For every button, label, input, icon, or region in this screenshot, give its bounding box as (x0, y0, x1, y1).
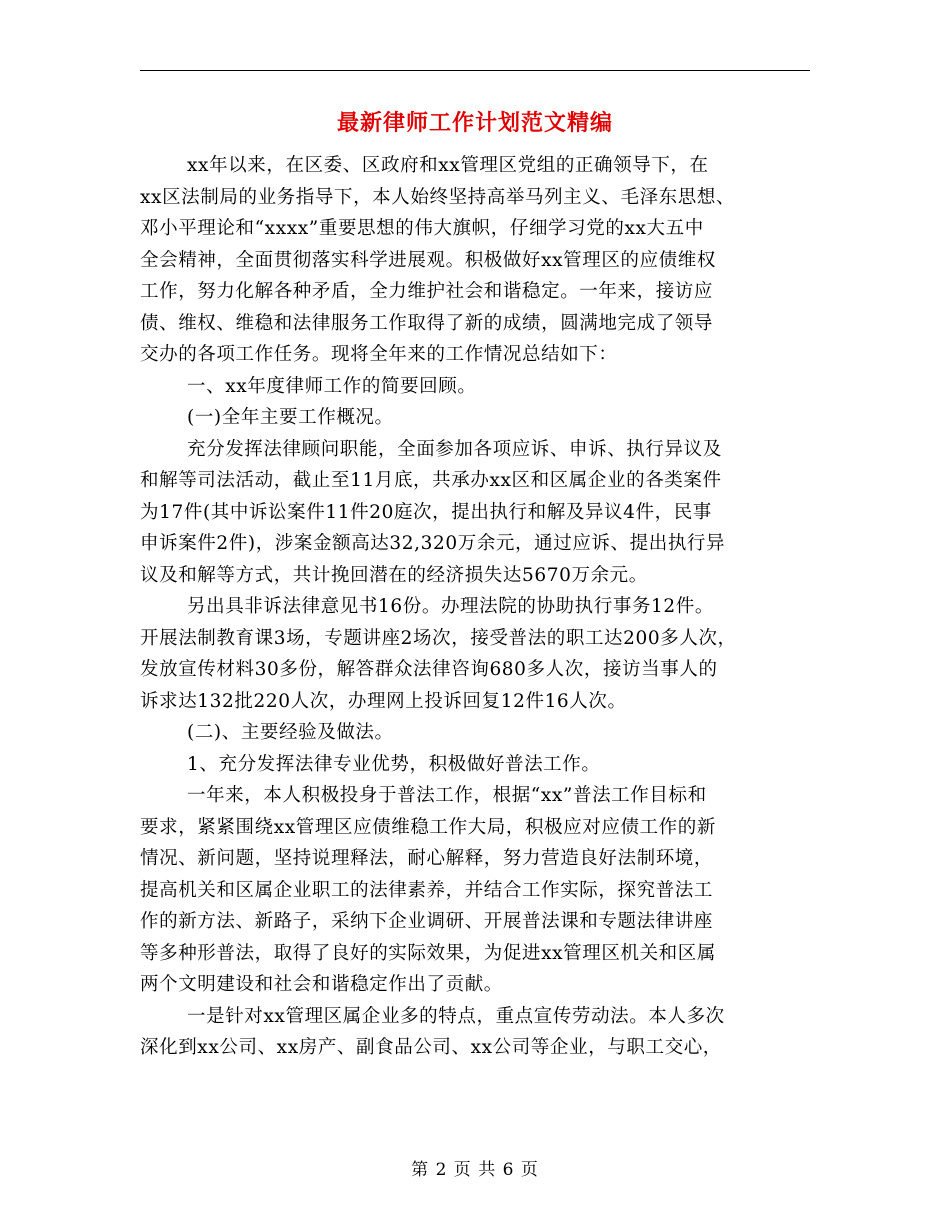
paragraph-line: 充分发挥法律顾问职能，全面参加各项应诉、申诉、执行异议及 (187, 438, 722, 460)
paragraph-line: 全会精神，全面贯彻落实科学进展观。积极做好xx管理区的应债维权 (140, 249, 716, 271)
paragraph-line: 情况、新问题，坚持说理释法，耐心解释，努力营造良好法制环境， (140, 848, 714, 869)
paragraph-line: xx年以来，在区委、区政府和xx管理区党组的正确领导下，在 (187, 155, 709, 176)
paragraph-line: 提高机关和区属企业职工的法律素养，并结合工作实际，探究普法工 (140, 879, 714, 901)
paragraph-line: 和解等司法活动，截止至11月底，共承办xx区和区属企业的各类案件 (140, 470, 722, 491)
paragraph-line: 一年来，本人积极投身于普法工作，根据“xx”普法工作目标和 (187, 785, 707, 806)
paragraph-line: 要求，紧紧围绕xx管理区应债维稳工作大局，积极应对应债工作的新 (140, 816, 716, 838)
header-rule (140, 70, 810, 71)
paragraph-line: 申诉案件2件)，涉案金额高达32,320万余元，通过应诉、提出执行异 (140, 533, 726, 554)
paragraph-line: 债、维权、维稳和法律服务工作取得了新的成绩，圆满地完成了领导 (140, 312, 714, 334)
paragraph-line: 议及和解等方式，共计挽回潜在的经济损失达5670万余元。 (140, 564, 648, 586)
subsection-heading: (二)、主要经验及做法。 (187, 722, 394, 743)
section-heading: 一、xx年度律师工作的简要回顾。 (187, 375, 477, 397)
paragraph-line: 邓小平理论和“xxxx”重要思想的伟大旗帜，仔细学习党的xx大五中 (140, 218, 704, 239)
paragraph-line: 深化到xx公司、xx房产、副食品公司、xx公司等企业，与职工交心， (140, 1037, 722, 1058)
page-number: 第 2 页 共 6 页 (411, 1160, 539, 1180)
paragraph-line: 诉求达132批220人次，办理网上投诉回复12件16人次。 (140, 690, 627, 712)
paragraph-line: 另出具非诉法律意见书16份。办理法院的协助执行事务12件。 (187, 596, 714, 617)
paragraph-line: 开展法制教育课3场，专题讲座2场次，接受普法的职工达200多人次， (140, 627, 737, 649)
document-title: 最新律师工作计划范文精编 (336, 110, 613, 136)
subsection-heading: 1、充分发挥法律专业优势，积极做好普法工作。 (187, 753, 601, 775)
paragraph-line: 为17件(其中诉讼案件11件20庭次，提出执行和解及异议4件，民事 (140, 501, 712, 523)
paragraph-line: 两个文明建设和社会和谐稳定作出了贡献。 (140, 974, 503, 995)
paragraph-line: 发放宣传材料30多份，解答群众法律咨询680多人次，接访当事人的 (140, 659, 718, 680)
paragraph-line: 工作，努力化解各种矛盾，全力维护社会和谐稳定。一年来，接访应 (140, 281, 714, 302)
paragraph-line: 作的新方法、新路子，采纳下企业调研、开展普法课和专题法律讲座 (140, 911, 714, 932)
document-body (140, 150, 820, 1064)
paragraph-line: 一是针对xx管理区属企业多的特点，重点宣传劳动法。本人多次 (187, 1005, 725, 1027)
subsection-heading: (一)全年主要工作概况。 (187, 407, 394, 428)
paragraph-line: 交办的各项工作任务。现将全年来的工作情况总结如下： (140, 344, 618, 365)
paragraph-line: 等多种形普法，取得了良好的实际效果，为促进xx管理区机关和区属 (140, 942, 716, 964)
paragraph-line: xx区法制局的业务指导下，本人始终坚持高举马列主义、毛泽东思想、 (140, 186, 736, 208)
